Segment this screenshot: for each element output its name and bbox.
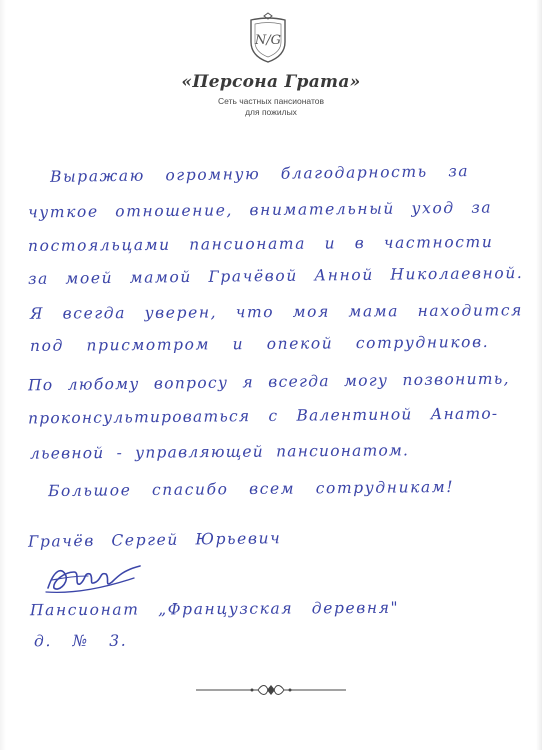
letter-line: По любому вопросу я всегда могу позвонить, — [27, 369, 510, 395]
logo-monogram: N/G — [254, 33, 282, 48]
letter-line: чуткое отношение, внимательный уход за — [27, 198, 493, 222]
signer-name: Грачёв Сергей Юрьевич — [27, 529, 282, 551]
shield-monogram-logo — [245, 12, 291, 64]
letter-line: под присмотром и опекой сотрудников. — [29, 332, 490, 356]
letter-line: Выражаю огромную благодарность за — [49, 162, 470, 186]
letter-line: за моей мамой Грачёвой Анной Николаевной. — [27, 263, 524, 289]
brand-subtitle-line2: для пожилых — [245, 107, 297, 117]
pension-name: Пансионат „Французская деревня" — [29, 598, 400, 620]
handwritten-signature — [44, 558, 144, 598]
footer-ornament-icon — [196, 681, 346, 699]
letter-line: проконсультироваться с Валентиной Анато- — [27, 404, 499, 428]
pension-number: д. № 3. — [33, 631, 128, 651]
brand-name: «Персона Грата» — [181, 72, 361, 92]
letter-line: Я всегда уверен, что моя мама находится — [29, 301, 524, 323]
letter-line: постояльцами пансионата и в частности — [27, 232, 494, 256]
letter-closing: Большое спасибо всем сотрудникам! — [47, 477, 455, 501]
letter-line: льевной - управляющей пансионатом. — [29, 441, 410, 463]
brand-subtitle-line1: Сеть частных пансионатов — [217, 96, 324, 106]
